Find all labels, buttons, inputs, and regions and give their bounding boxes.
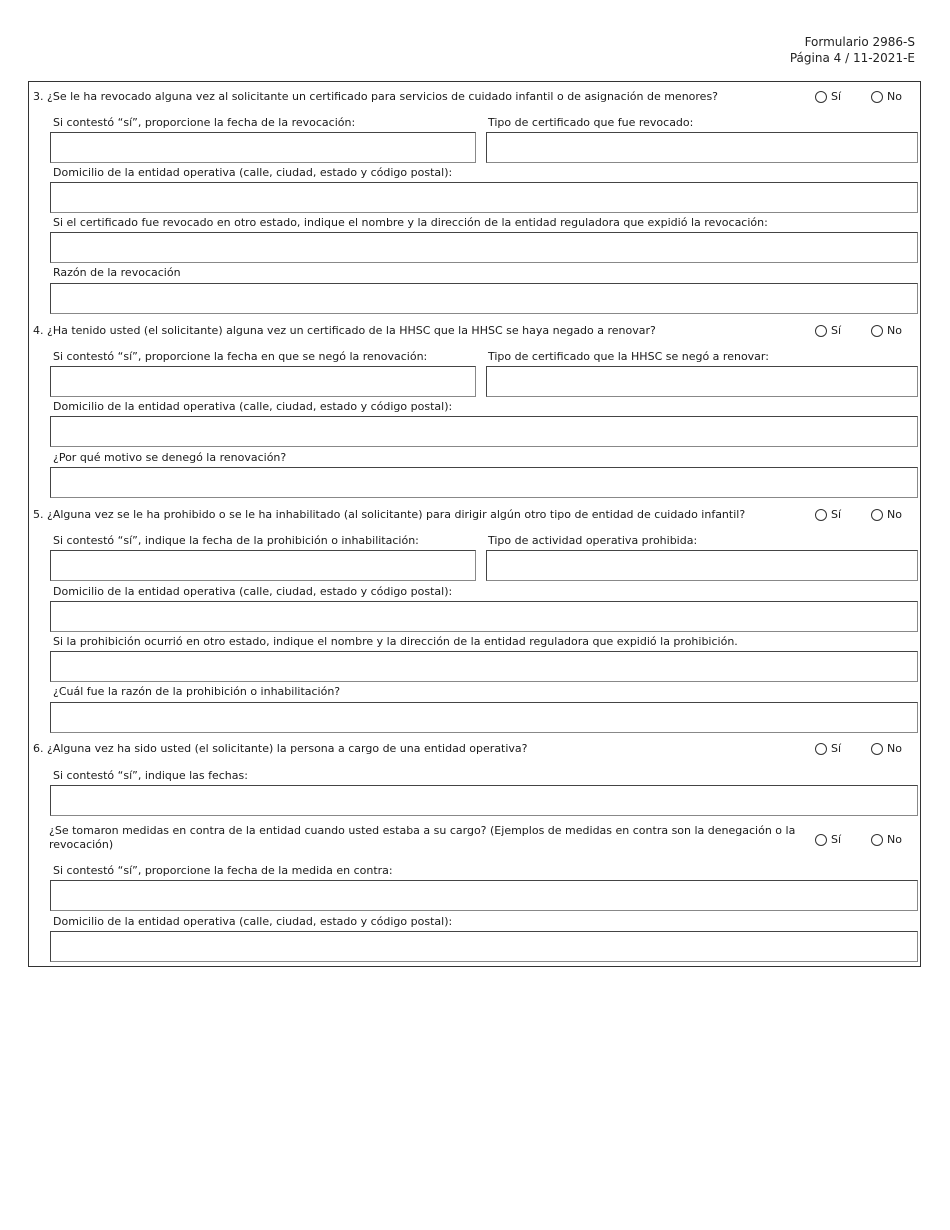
q5-address-label: Domicilio de la entidad operativa (calle, ciudad, estado y código postal): <box>53 585 453 598</box>
q6-action-no-radio[interactable]: No <box>871 833 902 847</box>
q5-date-field[interactable] <box>50 550 476 581</box>
q3-type-label: Tipo de certificado que fue revocado: <box>488 116 694 129</box>
q3-reason-label: Razón de la revocación <box>53 266 181 279</box>
q4-address-label: Domicilio de la entidad operativa (calle, ciudad, estado y código postal): <box>53 400 453 413</box>
q3-date-field[interactable] <box>50 132 476 163</box>
q5-yes-radio[interactable]: Sí <box>815 508 841 522</box>
form-section <box>28 81 921 967</box>
q4-type-label: Tipo de certificado que la HHSC se negó a renovar: <box>488 350 769 363</box>
q3-address-field[interactable] <box>50 182 918 213</box>
q5-reason-field[interactable] <box>50 702 918 733</box>
q6-address-field[interactable] <box>50 931 918 962</box>
q6-yes-radio[interactable]: Sí <box>815 742 841 756</box>
q4-address-field[interactable] <box>50 416 918 447</box>
radio-circle-icon <box>815 834 827 846</box>
q4-type-field[interactable] <box>486 366 918 397</box>
radio-circle-icon <box>871 509 883 521</box>
q3-other-state-label: Si el certificado fue revocado en otro estado, indique el nombre y la dirección de la entidad reguladora que expidió la revocación: <box>53 216 768 229</box>
radio-circle-icon <box>871 325 883 337</box>
q5-reason-label: ¿Cuál fue la razón de la prohibición o inhabilitación? <box>53 685 341 698</box>
q4-reason-field[interactable] <box>50 467 918 498</box>
question-5: 5. ¿Alguna vez se le ha prohibido o se le ha inhabilitado (al solicitante) para dirigir algún otro tipo de entidad de cuidado infantil? <box>33 508 746 521</box>
radio-circle-icon <box>815 91 827 103</box>
q3-reason-field[interactable] <box>50 283 918 314</box>
radio-circle-icon <box>871 91 883 103</box>
q4-reason-label: ¿Por qué motivo se denegó la renovación? <box>53 451 287 464</box>
q4-no-radio[interactable]: No <box>871 324 902 338</box>
q6-address-label: Domicilio de la entidad operativa (calle, ciudad, estado y código postal): <box>53 915 453 928</box>
q3-other-state-field[interactable] <box>50 232 918 263</box>
q5-type-label: Tipo de actividad operativa prohibida: <box>488 534 698 547</box>
page-info: Página 4 / 11-2021-E <box>789 51 915 65</box>
q3-type-field[interactable] <box>486 132 918 163</box>
q3-address-label: Domicilio de la entidad operativa (calle, ciudad, estado y código postal): <box>53 166 453 179</box>
radio-circle-icon <box>815 509 827 521</box>
q3-no-radio[interactable]: No <box>871 90 902 104</box>
q5-other-state-field[interactable] <box>50 651 918 682</box>
q4-date-field[interactable] <box>50 366 476 397</box>
q5-type-field[interactable] <box>486 550 918 581</box>
q5-address-field[interactable] <box>50 601 918 632</box>
q5-no-radio[interactable]: No <box>871 508 902 522</box>
question-3: 3. ¿Se le ha revocado alguna vez al solicitante un certificado para servicios de cuidado infantil o de asignación de menores? <box>33 90 719 103</box>
form-header <box>790 34 915 66</box>
q6-dates-field[interactable] <box>50 785 918 816</box>
q3-yes-radio[interactable]: Sí <box>815 90 841 104</box>
radio-circle-icon <box>871 743 883 755</box>
question-6: 6. ¿Alguna vez ha sido usted (el solicitante) la persona a cargo de una entidad operativa? <box>33 742 528 755</box>
q6-action-date-label: Si contestó “sí”, proporcione la fecha de la medida en contra: <box>53 864 393 877</box>
q3-date-label: Si contestó “sí”, proporcione la fecha de la revocación: <box>53 116 356 129</box>
q6-dates-label: Si contestó “sí”, indique las fechas: <box>53 769 248 782</box>
q5-date-label: Si contestó “sí”, indique la fecha de la prohibición o inhabilitación: <box>53 534 419 547</box>
question-4: 4. ¿Ha tenido usted (el solicitante) alguna vez un certificado de la HHSC que la HHSC se haya negado a renovar? <box>33 324 656 337</box>
form-number: Formulario 2986-S <box>804 35 915 49</box>
q6-action-question: ¿Se tomaron medidas en contra de la entidad cuando usted estaba a su cargo? (Ejemplos de medidas en contra son la denegación o la revocación) <box>49 824 796 851</box>
q5-other-state-label: Si la prohibición ocurrió en otro estado, indique el nombre y la dirección de la entidad reguladora que expidió la prohibición. <box>53 635 738 648</box>
q6-no-radio[interactable]: No <box>871 742 902 756</box>
radio-circle-icon <box>815 325 827 337</box>
q6-action-yes-radio[interactable]: Sí <box>815 833 841 847</box>
radio-circle-icon <box>871 834 883 846</box>
q4-date-label: Si contestó “sí”, proporcione la fecha en que se negó la renovación: <box>53 350 428 363</box>
q4-yes-radio[interactable]: Sí <box>815 324 841 338</box>
radio-circle-icon <box>815 743 827 755</box>
q6-action-date-field[interactable] <box>50 880 918 911</box>
